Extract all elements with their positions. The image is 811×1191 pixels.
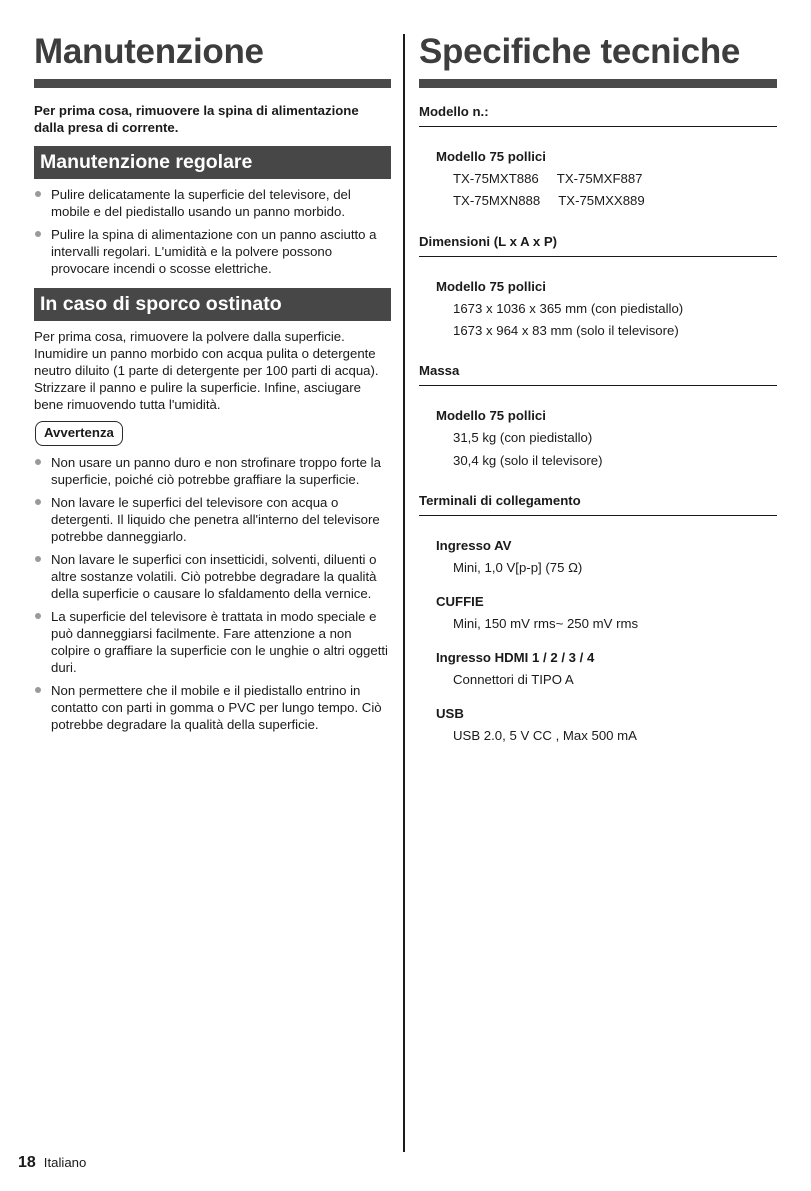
bullet-icon (35, 687, 41, 693)
terminal-value: Mini, 1,0 V[p-p] (75 Ω) (453, 560, 583, 575)
page-language: Italiano (43, 1155, 87, 1170)
mass-value: 30,4 kg (solo il televisore) (453, 453, 603, 468)
dimensions-label: Dimensioni (L x A x P) (419, 234, 558, 249)
mass-label: Massa (419, 363, 460, 378)
model-number-label: Modello n.: (419, 104, 489, 119)
list-item: Pulire la spina di alimentazione con un panno asciutto a intervalli regolari. L'umidità e la polvere possono provocare incendi o scosse elettriche. (34, 226, 391, 277)
bullet-icon (35, 459, 41, 465)
terminal-name: CUFFIE (436, 594, 484, 609)
model-size-label: Modello 75 pollici (436, 149, 546, 164)
list-item: La superficie del televisore è trattata in modo speciale e può danneggiarsi facilmente. Fare attenzione a non colpire o graffiare la superficie con le unghie o altri oggetti duri. (34, 608, 391, 676)
regular-maintenance-heading: Manutenzione regolare (34, 146, 391, 179)
spec-rule (419, 385, 777, 386)
spec-rule (419, 515, 777, 516)
specifications-title-bar (419, 79, 777, 88)
terminal-name: Ingresso AV (436, 538, 512, 553)
model-row-1: TX-75MXT886 TX-75MXF887 (453, 171, 643, 186)
bullet-icon (35, 499, 41, 505)
terminal-value: USB 2.0, 5 V CC , Max 500 mA (453, 728, 637, 743)
column-divider (403, 34, 405, 1152)
specifications-title: Specifiche tecniche (419, 32, 741, 71)
dimensions-value: 1673 x 1036 x 365 mm (con piedistallo) (453, 301, 684, 316)
terminal-name: USB (436, 706, 464, 721)
maintenance-title-bar (34, 79, 391, 88)
warning-list (34, 454, 391, 739)
bullet-icon (35, 556, 41, 562)
dimensions-value: 1673 x 964 x 83 mm (solo il televisore) (453, 323, 679, 338)
model-row-2: TX-75MXN888 TX-75MXX889 (453, 193, 645, 208)
stubborn-dirt-text: Per prima cosa, rimuovere la polvere dalla superficie. Inumidire un panno morbido con acqua pulita o detergente neutro diluito (1 parte di detergente per 100 parti di acqua). Strizzare il panno e pulire la superficie. Infine, asciugare bene rimuovendo tutta l'umidità. (34, 329, 379, 412)
bullet-icon (35, 613, 41, 619)
terminals-label: Terminali di collegamento (419, 493, 581, 508)
spec-rule (419, 126, 777, 127)
dimensions-model-label: Modello 75 pollici (436, 279, 546, 294)
bullet-icon (35, 231, 41, 237)
list-item: Non usare un panno duro e non strofinare troppo forte la superficie, poiché ciò potrebbe graffiare la superficie. (34, 454, 391, 488)
warning-badge: Avvertenza (35, 421, 123, 446)
bullet-icon (35, 191, 41, 197)
list-item: Non permettere che il mobile e il piedistallo entrino in contatto con parti in gomma o PVC per lungo tempo. Ciò potrebbe degradare la qualità della superficie. (34, 682, 391, 733)
terminal-value: Mini, 150 mV rms~ 250 mV rms (453, 616, 639, 631)
stubborn-dirt-heading: In caso di sporco ostinato (34, 288, 391, 321)
spec-rule (419, 256, 777, 257)
regular-maintenance-list (34, 186, 391, 283)
maintenance-intro: Per prima cosa, rimuovere la spina di alimentazione dalla presa di corrente. (34, 103, 359, 135)
terminal-name: Ingresso HDMI 1 / 2 / 3 / 4 (436, 650, 595, 665)
mass-value: 31,5 kg (con piedistallo) (453, 430, 593, 445)
maintenance-title: Manutenzione (34, 32, 264, 71)
page-number: 18 (18, 1154, 36, 1171)
mass-model-label: Modello 75 pollici (436, 408, 546, 423)
page-footer (18, 1154, 86, 1172)
list-item: Non lavare le superfici del televisore con acqua o detergenti. Il liquido che penetra all'interno del televisore potrebbe danneggiarlo. (34, 494, 391, 545)
terminal-value: Connettori di TIPO A (453, 672, 574, 687)
list-item: Non lavare le superfici con insetticidi, solventi, diluenti o altre sostanze volatili. Ciò potrebbe degradare la qualità della superficie o causare lo sfaldamento della vernice. (34, 551, 391, 602)
list-item: Pulire delicatamente la superficie del televisore, del mobile e del piedistallo usando un panno morbido. (34, 186, 391, 220)
